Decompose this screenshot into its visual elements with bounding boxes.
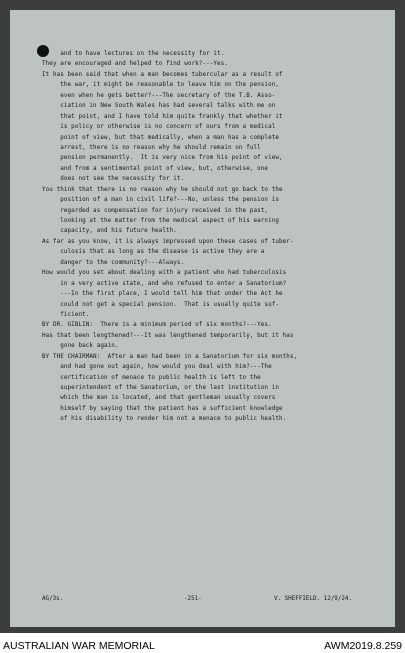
text-line: pension permanently. It is very nice from his point of view, [42, 155, 283, 162]
text-line: does not see the necessity for it. [42, 176, 185, 183]
document-body [42, 49, 378, 425]
text-line: and from a sentimental point of view, but, otherwise, one [42, 165, 269, 172]
text-line: gone back again. [42, 343, 119, 350]
text-line: danger to the community?---Always. [42, 259, 185, 266]
text-line: BY THE CHAIRMAN: After a man had been in a Sanatorium for six months, [42, 353, 298, 360]
text-line: which the man is located, and that gentleman usually covers [42, 395, 276, 402]
text-line: looking at the matter from the medical aspect of his earning [42, 218, 280, 224]
text-line: the war, it might be reasonable to leave him on the pension, [42, 82, 280, 89]
text-line: and to have lectures on the necessity for it. [42, 51, 225, 57]
footer-reference: AG/3s. [42, 596, 64, 602]
text-line: BY DR. GIBLIN: There is a minimum period of six months?---Yes. [42, 322, 272, 329]
text-line: ---In the first place, I would tell him that under the Act he [42, 291, 283, 298]
text-line: capacity, and his future health. [42, 228, 177, 235]
text-line: arrest, there is no reason why he should remain on full [42, 144, 261, 151]
text-line: of his disability to render him not a menace to public health. [42, 416, 287, 423]
text-line: ficient. [42, 311, 90, 318]
text-line: point of view, but that medically, when a man has a complete [42, 134, 280, 141]
text-line: himself by saying that the patient has a sufficient knowledge [42, 405, 283, 412]
text-line: position of a man in civil life?---No, unless the pension is [42, 197, 280, 204]
archive-caption [0, 633, 405, 653]
text-line: As far as you know, it is always impressed upon these cases of tuber- [42, 238, 294, 245]
archive-name: AUSTRALIAN WAR MEMORIAL [3, 640, 155, 652]
text-line: certification of menace to public health is left to the [42, 374, 261, 381]
text-line: that point, and I have told him quite frankly that whether it [42, 113, 283, 120]
text-line: superintendent of the Sanatorium, or the last institution in [42, 385, 280, 391]
text-line: and had gone out again, how would you deal with him?---The [42, 364, 272, 371]
text-line: could not get a special pension. That is usually quite suf- [42, 301, 280, 308]
text-line: It has been said that when a man becomes tubercular as a result of [42, 71, 283, 78]
footer-signature: V. SHEFFIELD. 12/9/24. [274, 596, 353, 602]
text-line: regarded as compensation for injury received in the past, [42, 207, 269, 214]
text-line: is policy or otherwise is no concern of ours from a medical [42, 124, 276, 131]
text-line: ciation in New South Wales has had several talks with me on [42, 103, 276, 110]
text-line: You think that there is no reason why he should not go back to the [42, 186, 283, 193]
text-line: How would you set about dealing with a patient who had tuberculosis [42, 270, 287, 277]
archive-id: AWM2019.8.259 [324, 640, 402, 652]
text-line: even when he gets better?---The secretary of the T.B. Asso- [42, 92, 276, 99]
text-line: culosis that as long as the disease is active they are a [42, 249, 265, 256]
text-line: Has that been lengthened?---It was lengthened temporarily, but it has [42, 332, 294, 339]
page-number: -251- [184, 596, 202, 602]
text-line: in a very active state, and who refused to enter a Sanatorium? [42, 280, 287, 287]
text-line: They are encouraged and helped to find work?---Yes. [42, 61, 228, 68]
